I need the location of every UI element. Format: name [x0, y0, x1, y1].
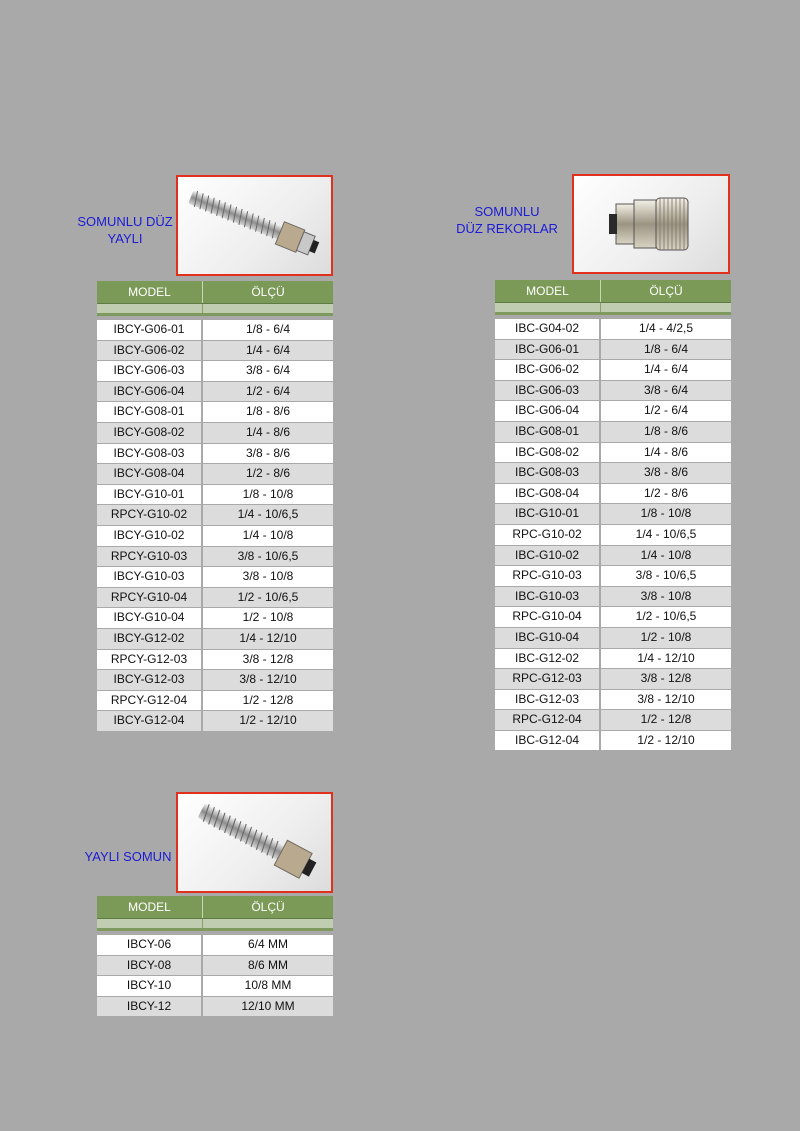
table-row — [495, 710, 731, 731]
model-cell: IBC-G06-01 — [495, 340, 601, 361]
size-cell: 1/2 - 8/6 — [601, 484, 731, 505]
table-body — [495, 319, 731, 751]
size-cell: 1/4 - 8/6 — [601, 443, 731, 464]
column-header-size: ÖLÇÜ — [649, 284, 683, 298]
product-photo-brass-nut-fitting — [572, 174, 730, 274]
size-cell: 8/6 MM — [203, 956, 333, 977]
model-cell: RPC-G12-04 — [495, 710, 601, 731]
table-row — [495, 401, 731, 422]
table-row — [97, 505, 333, 526]
size-cell: 3/8 - 12/10 — [203, 670, 333, 691]
table-row — [97, 956, 333, 977]
size-cell: 1/4 - 6/4 — [601, 360, 731, 381]
model-cell: RPC-G10-02 — [495, 525, 601, 546]
model-cell: IBC-G06-02 — [495, 360, 601, 381]
table-row — [495, 649, 731, 670]
size-cell: 1/4 - 12/10 — [601, 649, 731, 670]
table-row — [495, 360, 731, 381]
product-photo-spring-nut-fitting — [176, 792, 333, 893]
model-cell: IBCY-G12-03 — [97, 670, 203, 691]
model-cell: IBCY-06 — [97, 935, 203, 956]
model-cell: IBCY-G08-01 — [97, 402, 203, 423]
model-cell: IBCY-G08-04 — [97, 464, 203, 485]
table-row — [97, 382, 333, 403]
table-row — [97, 526, 333, 547]
size-cell: 1/2 - 12/10 — [601, 731, 731, 752]
model-cell: IBCY-G08-02 — [97, 423, 203, 444]
size-cell: 1/2 - 12/10 — [203, 711, 333, 732]
model-cell: IBC-G10-01 — [495, 504, 601, 525]
size-cell: 1/4 - 12/10 — [203, 629, 333, 650]
size-cell: 1/8 - 6/4 — [203, 320, 333, 341]
model-cell: IBC-G10-04 — [495, 628, 601, 649]
table-row — [97, 997, 333, 1018]
product-table-somunlu-duz-rekorlar — [495, 280, 731, 751]
size-cell: 1/8 - 10/8 — [601, 504, 731, 525]
spring-nut-fitting-icon — [178, 794, 331, 891]
table-row — [495, 690, 731, 711]
table-row — [495, 319, 731, 340]
size-cell: 1/4 - 4/2,5 — [601, 319, 731, 340]
size-cell: 3/8 - 12/8 — [601, 669, 731, 690]
model-cell: IBCY-G06-04 — [97, 382, 203, 403]
table-row — [495, 566, 731, 587]
table-row — [495, 607, 731, 628]
size-cell: 1/2 - 6/4 — [601, 401, 731, 422]
table-row — [495, 546, 731, 567]
table-row — [97, 423, 333, 444]
model-cell: IBC-G12-02 — [495, 649, 601, 670]
column-header-size: ÖLÇÜ — [251, 900, 285, 914]
size-cell: 1/4 - 10/6,5 — [203, 505, 333, 526]
model-cell: IBC-G12-04 — [495, 731, 601, 752]
size-cell: 3/8 - 6/4 — [203, 361, 333, 382]
model-cell: RPC-G12-03 — [495, 669, 601, 690]
table-row — [97, 608, 333, 629]
model-cell: RPC-G10-04 — [495, 607, 601, 628]
model-cell: IBCY-G08-03 — [97, 444, 203, 465]
table-row — [97, 629, 333, 650]
model-cell: IBC-G10-03 — [495, 587, 601, 608]
table-header — [97, 281, 333, 304]
table-header-divider — [97, 304, 333, 316]
model-cell: IBCY-G10-03 — [97, 567, 203, 588]
table-row — [97, 567, 333, 588]
table-header-divider — [495, 303, 731, 315]
column-header-model: MODEL — [97, 281, 203, 303]
table-row — [495, 669, 731, 690]
size-cell: 1/2 - 8/6 — [203, 464, 333, 485]
table-row — [97, 485, 333, 506]
spring-hose-fitting-icon — [178, 177, 331, 274]
section-label-somunlu-duz-yayli — [68, 213, 182, 247]
size-cell: 1/2 - 10/6,5 — [203, 588, 333, 609]
table-row — [97, 320, 333, 341]
table-row — [97, 935, 333, 956]
table-row — [495, 525, 731, 546]
model-cell: IBC-G10-02 — [495, 546, 601, 567]
model-cell: IBCY-G10-02 — [97, 526, 203, 547]
model-cell: IBCY-G06-01 — [97, 320, 203, 341]
size-cell: 1/8 - 8/6 — [203, 402, 333, 423]
model-cell: RPCY-G10-04 — [97, 588, 203, 609]
table-row — [97, 361, 333, 382]
label-line: YAYLI SOMUN — [84, 849, 172, 864]
model-cell: IBC-G12-03 — [495, 690, 601, 711]
size-cell: 1/8 - 10/8 — [203, 485, 333, 506]
size-cell: 3/8 - 12/8 — [203, 650, 333, 671]
size-cell: 1/4 - 8/6 — [203, 423, 333, 444]
size-cell: 3/8 - 10/8 — [203, 567, 333, 588]
model-cell: IBCY-G06-02 — [97, 341, 203, 362]
table-body — [97, 320, 333, 732]
label-line: YAYLI — [107, 231, 143, 246]
size-cell: 1/2 - 10/8 — [601, 628, 731, 649]
model-cell: RPC-G10-03 — [495, 566, 601, 587]
table-row — [495, 463, 731, 484]
table-row — [97, 341, 333, 362]
model-cell: RPCY-G12-03 — [97, 650, 203, 671]
table-row — [97, 650, 333, 671]
size-cell: 1/8 - 8/6 — [601, 422, 731, 443]
model-cell: IBCY-08 — [97, 956, 203, 977]
product-photo-spring-hose-fitting — [176, 175, 333, 276]
table-row — [495, 340, 731, 361]
column-header-size: ÖLÇÜ — [251, 285, 285, 299]
table-row — [495, 504, 731, 525]
table-row — [495, 628, 731, 649]
table-row — [495, 731, 731, 752]
size-cell: 1/2 - 12/8 — [203, 691, 333, 712]
model-cell: IBC-G08-03 — [495, 463, 601, 484]
model-cell: IBC-G08-04 — [495, 484, 601, 505]
table-header-divider — [97, 919, 333, 931]
table-row — [97, 464, 333, 485]
table-row — [97, 547, 333, 568]
size-cell: 3/8 - 10/8 — [601, 587, 731, 608]
model-cell: IBCY-G12-04 — [97, 711, 203, 732]
label-line: SOMUNLU DÜZ — [77, 214, 173, 229]
table-header — [495, 280, 731, 303]
size-cell: 1/4 - 10/8 — [203, 526, 333, 547]
section-label-somunlu-duz-rekorlar — [440, 203, 574, 237]
model-cell: IBC-G04-02 — [495, 319, 601, 340]
size-cell: 1/2 - 10/6,5 — [601, 607, 731, 628]
size-cell: 1/2 - 6/4 — [203, 382, 333, 403]
table-row — [495, 381, 731, 402]
table-row — [97, 402, 333, 423]
size-cell: 1/4 - 10/6,5 — [601, 525, 731, 546]
size-cell: 3/8 - 6/4 — [601, 381, 731, 402]
table-row — [97, 588, 333, 609]
model-cell: RPCY-G12-04 — [97, 691, 203, 712]
table-row — [97, 670, 333, 691]
size-cell: 3/8 - 8/6 — [203, 444, 333, 465]
column-header-model: MODEL — [495, 280, 601, 302]
model-cell: IBC-G08-02 — [495, 443, 601, 464]
model-cell: IBCY-G06-03 — [97, 361, 203, 382]
table-row — [97, 444, 333, 465]
model-cell: RPCY-G10-03 — [97, 547, 203, 568]
table-row — [495, 422, 731, 443]
model-cell: IBCY-G12-02 — [97, 629, 203, 650]
size-cell: 1/4 - 10/8 — [601, 546, 731, 567]
model-cell: RPCY-G10-02 — [97, 505, 203, 526]
model-cell: IBC-G08-01 — [495, 422, 601, 443]
size-cell: 1/2 - 10/8 — [203, 608, 333, 629]
brass-nut-fitting-icon — [574, 176, 728, 272]
table-header — [97, 896, 333, 919]
size-cell: 3/8 - 12/10 — [601, 690, 731, 711]
label-line: SOMUNLU — [474, 204, 540, 219]
table-row — [495, 587, 731, 608]
table-row — [495, 484, 731, 505]
size-cell: 3/8 - 10/6,5 — [203, 547, 333, 568]
table-row — [97, 691, 333, 712]
product-table-yayli-somun — [97, 896, 333, 1017]
section-label-yayli-somun — [78, 848, 178, 865]
size-cell: 10/8 MM — [203, 976, 333, 997]
column-header-model: MODEL — [97, 896, 203, 918]
size-cell: 6/4 MM — [203, 935, 333, 956]
label-line: DÜZ REKORLAR — [456, 221, 558, 236]
table-body — [97, 935, 333, 1017]
model-cell: IBCY-10 — [97, 976, 203, 997]
model-cell: IBC-G06-03 — [495, 381, 601, 402]
model-cell: IBC-G06-04 — [495, 401, 601, 422]
size-cell: 1/2 - 12/8 — [601, 710, 731, 731]
size-cell: 12/10 MM — [203, 997, 333, 1018]
size-cell: 1/4 - 6/4 — [203, 341, 333, 362]
table-row — [495, 443, 731, 464]
size-cell: 3/8 - 8/6 — [601, 463, 731, 484]
size-cell: 1/8 - 6/4 — [601, 340, 731, 361]
model-cell: IBCY-12 — [97, 997, 203, 1018]
table-row — [97, 976, 333, 997]
product-table-somunlu-duz-yayli — [97, 281, 333, 732]
size-cell: 3/8 - 10/6,5 — [601, 566, 731, 587]
table-row — [97, 711, 333, 732]
model-cell: IBCY-G10-04 — [97, 608, 203, 629]
model-cell: IBCY-G10-01 — [97, 485, 203, 506]
